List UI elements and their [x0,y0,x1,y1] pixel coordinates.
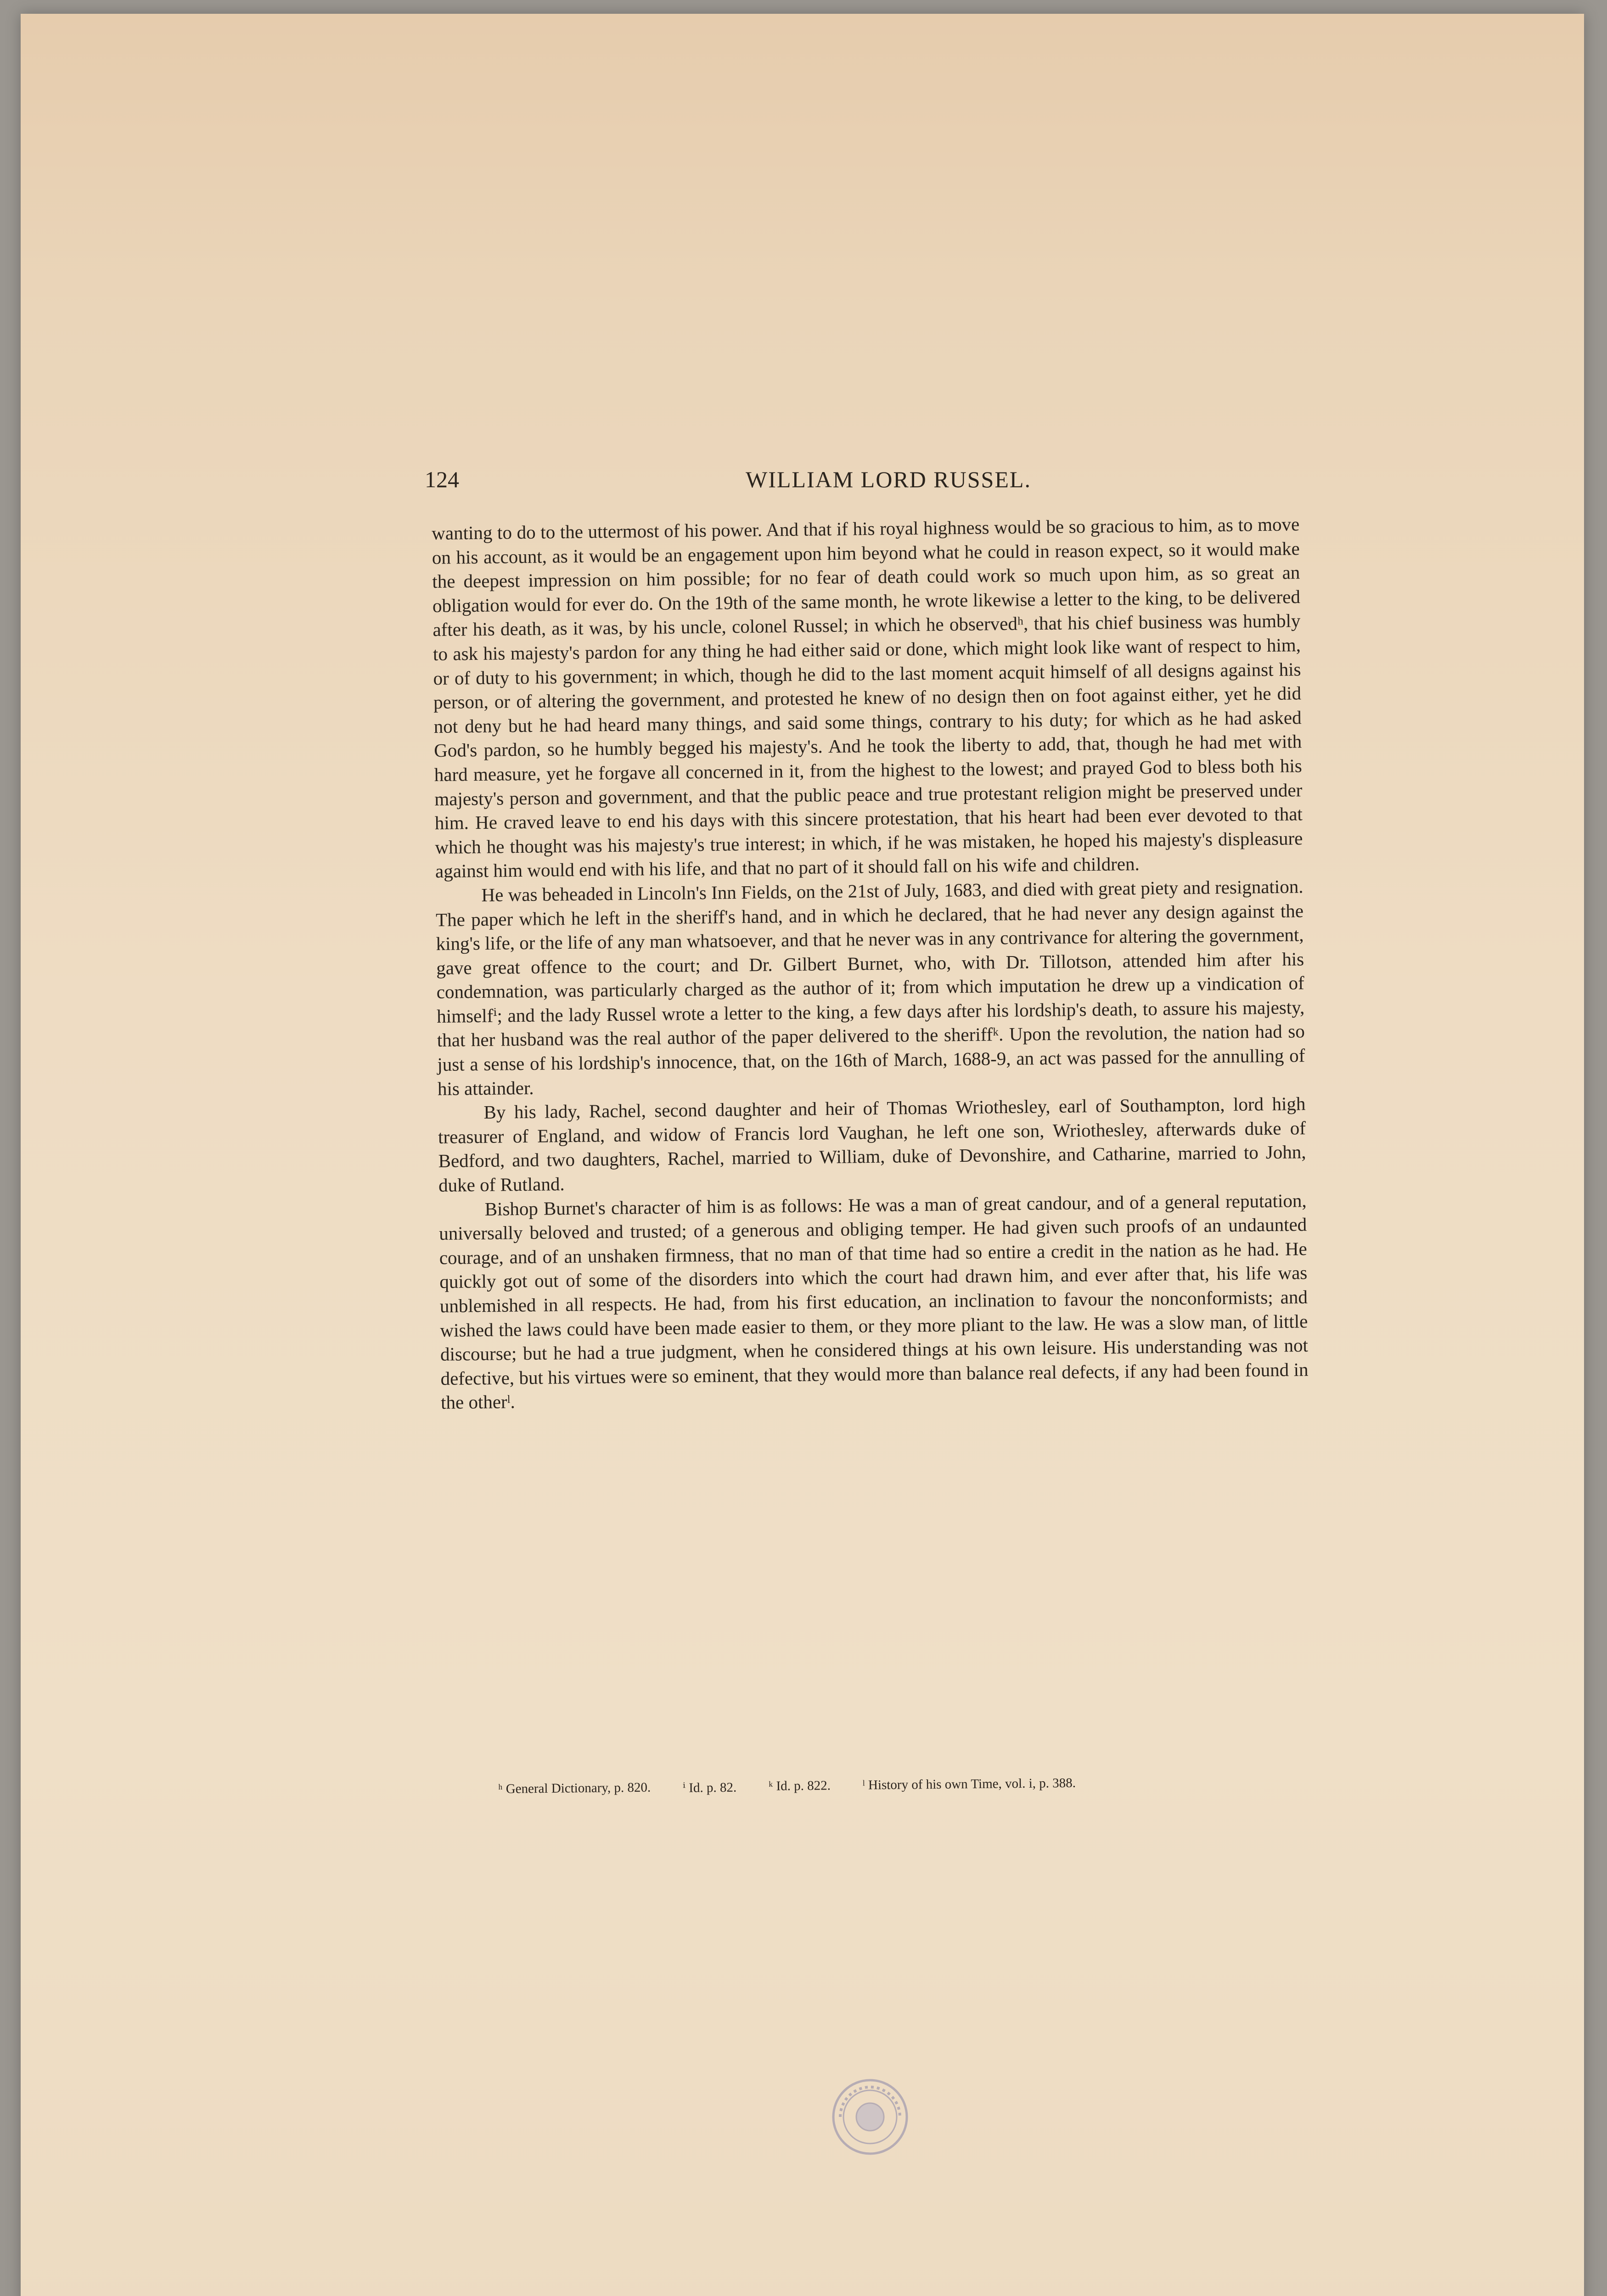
paragraph-1: wanting to do to the uttermost of his power. And that if his royal highness would be so gracious to him, as to move on his account, as it would be an engagement upon him beyond what he could in reason expect, so it would make the deepest impression on him possible; for no fear of death could work so much upon him, as so great an obligation would for ever do. On the 19th of the same month, he wrote likewise a letter to the king, to be delivered after his death, as it was, by his uncle, colonel Russel; in which he observedʰ, that his chief business was humbly to ask his majesty's pardon for any thing he had either said or done, which might look like want of respect to him, or of duty to his government; in which, though he did to the last moment acquit himself of all designs against his person, or of altering the government, and protested he knew of no design then on foot against either, yet he did not deny but he had heard many things, and said some things, contrary to his duty; for which as he had asked God's pardon, so he humbly begged his majesty's. And he took the liberty to add, that, though he had met with hard measure, yet he forgave all concerned in it, from the highest to the lowest; and prayed God to bless both his majesty's person and government, and that the public peace and true protestant religion might be preserved under him. He craved leave to end his days with this sincere protestation, that his heart had been ever devoted to that which he thought was his majesty's true interest; in which, if he was mistaken, he hoped his majesty's displeasure against him would end with his life, and that no part of it should fall on his wife and children. [432,513,1303,882]
footnotes [498,1773,1279,1798]
running-title: WILLIAM LORD RUSSEL. [746,467,1031,492]
page-number: 124 [425,467,459,492]
paragraph-4: Bishop Burnet's character of him is as follows: He was a man of great candour, and of a general reputation, universally beloved and trusted; of a generous and obliging temper. He had given such proofs of an undaunted courage, and of an unshaken firmness, that no man of that time had so entire a credit in the nation as he had. He quickly got out of some of the disorders into which the court had drawn him, and ever after that, his life was unblemished in all respects. He had, from his first education, an inclination to favour the nonconformists; and wished the laws could have been made easier to them, or they more pliant to the law. He was a slow man, of little discourse; but he had a true judgment, when he considered things at his own leisure. His understanding was not defective, but his virtues were so eminent, that they would more than balance real defects, if any had been found in the otherˡ. [439,1189,1309,1413]
footnote-k: ᵏ Id. p. 822. [768,1778,831,1794]
library-stamp [831,2078,909,2156]
footnote-l: ˡ History of his own Time, vol. i, p. 388. [862,1775,1076,1793]
page-header [425,466,1352,507]
paragraph-3: By his lady, Rachel, second daughter and heir of Thomas Wriothesley, earl of Southampton, lord high treasurer of England, and widow of Francis lord Vaughan, he left one son, Wriothesley, afterwards duke of Bedford, and two daughters, Rachel, married to William, duke of Devonshire, and Catharine, married to John, duke of Rutland. [438,1093,1306,1196]
footnote-i: ⁱ Id. p. 82. [682,1780,737,1795]
footnote-h: ʰ General Dictionary, p. 820. [498,1780,651,1796]
paragraph-2: He was beheaded in Lincoln's Inn Fields, on the 21st of July, 1683, and died with great piety and resignation. The paper which he left in the sheriff's hand, and in which he declared, that he had never any design against the king's life, or the life of any man whatsoever, and that he never was in any contrivance for altering the government, gave great offence to the court; and Dr. Gilbert Burnet, who, with Dr. Tillotson, attended him after his condemnation, was particularly charged as the author of it; from which imputation he drew up a vindication of himselfⁱ; and the lady Russel wrote a letter to the king, a few days after his lordship's death, to assure his majesty, that her husband was the real author of the paper delivered to the sheriffᵏ. Upon the revolution, the nation had so just a sense of his lordship's innocence, that, on the 16th of March, 1688-9, an act was passed for the annulling of his attainder. [435,876,1305,1099]
paper-sheet [21,14,1584,2296]
body-text [432,512,1309,1415]
